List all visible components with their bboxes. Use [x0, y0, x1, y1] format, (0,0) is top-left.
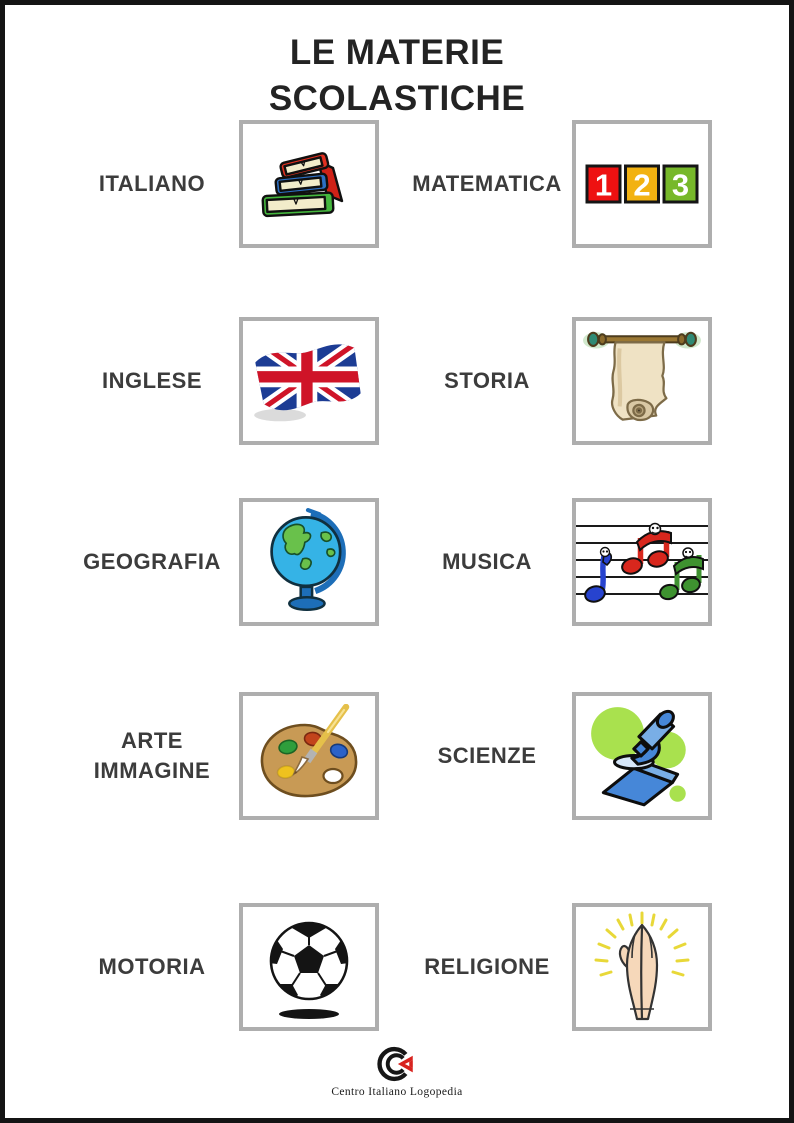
page-title-line2: SCOLASTICHE: [268, 79, 526, 118]
subject-card-religione: [572, 903, 712, 1031]
subject-label-storia: STORIA: [444, 368, 530, 393]
subject-label-italiano: ITALIANO: [98, 171, 206, 196]
centro-italiano-logopedia-logo-icon: [376, 1044, 418, 1084]
microscope-icon: [583, 699, 701, 813]
globe-icon: [257, 508, 361, 616]
subject-label-scienze: SCIENZE: [437, 743, 537, 768]
subject-label-musica: MUSICA: [442, 549, 532, 574]
subject-card-matematica: [572, 120, 712, 248]
subject-card-geografia: [239, 498, 379, 626]
scroll-icon: [581, 325, 703, 437]
subject-label-motoria: MOTORIA: [98, 954, 206, 979]
digit-2: 2: [633, 167, 651, 203]
subject-card-storia: [572, 317, 712, 445]
soccer-ball-icon: [249, 911, 369, 1023]
page-title-line1: LE MATERIE: [289, 33, 505, 72]
subject-label-arte-immagine: ARTE IMMAGINE: [93, 728, 211, 783]
subject-card-musica: [572, 498, 712, 626]
subject-card-motoria: [239, 903, 379, 1031]
subject-label-religione: RELIGIONE: [424, 954, 550, 979]
subject-label-inglese: INGLESE: [101, 368, 203, 393]
paint-palette-icon: [251, 704, 367, 808]
subject-label-matematica: MATEMATICA: [412, 171, 562, 196]
digit-3: 3: [671, 167, 690, 203]
footer-logo: [0, 1044, 794, 1098]
digit-1: 1: [594, 167, 613, 203]
logo-caption: Centro Italiano Logopedia: [331, 1086, 463, 1098]
music-notes-icon: [576, 502, 708, 622]
subject-card-inglese: [239, 317, 379, 445]
subject-label-geografia: GEOGRAFIA: [83, 549, 221, 574]
subject-card-italiano: [239, 120, 379, 248]
subject-card-arte-immagine: [239, 692, 379, 820]
subject-card-scienze: [572, 692, 712, 820]
uk-flag-icon: [247, 329, 371, 433]
books-icon: [253, 134, 365, 234]
numbers-123-icon: [585, 163, 699, 205]
page-title: [0, 30, 794, 122]
praying-hands-icon: [586, 910, 698, 1024]
